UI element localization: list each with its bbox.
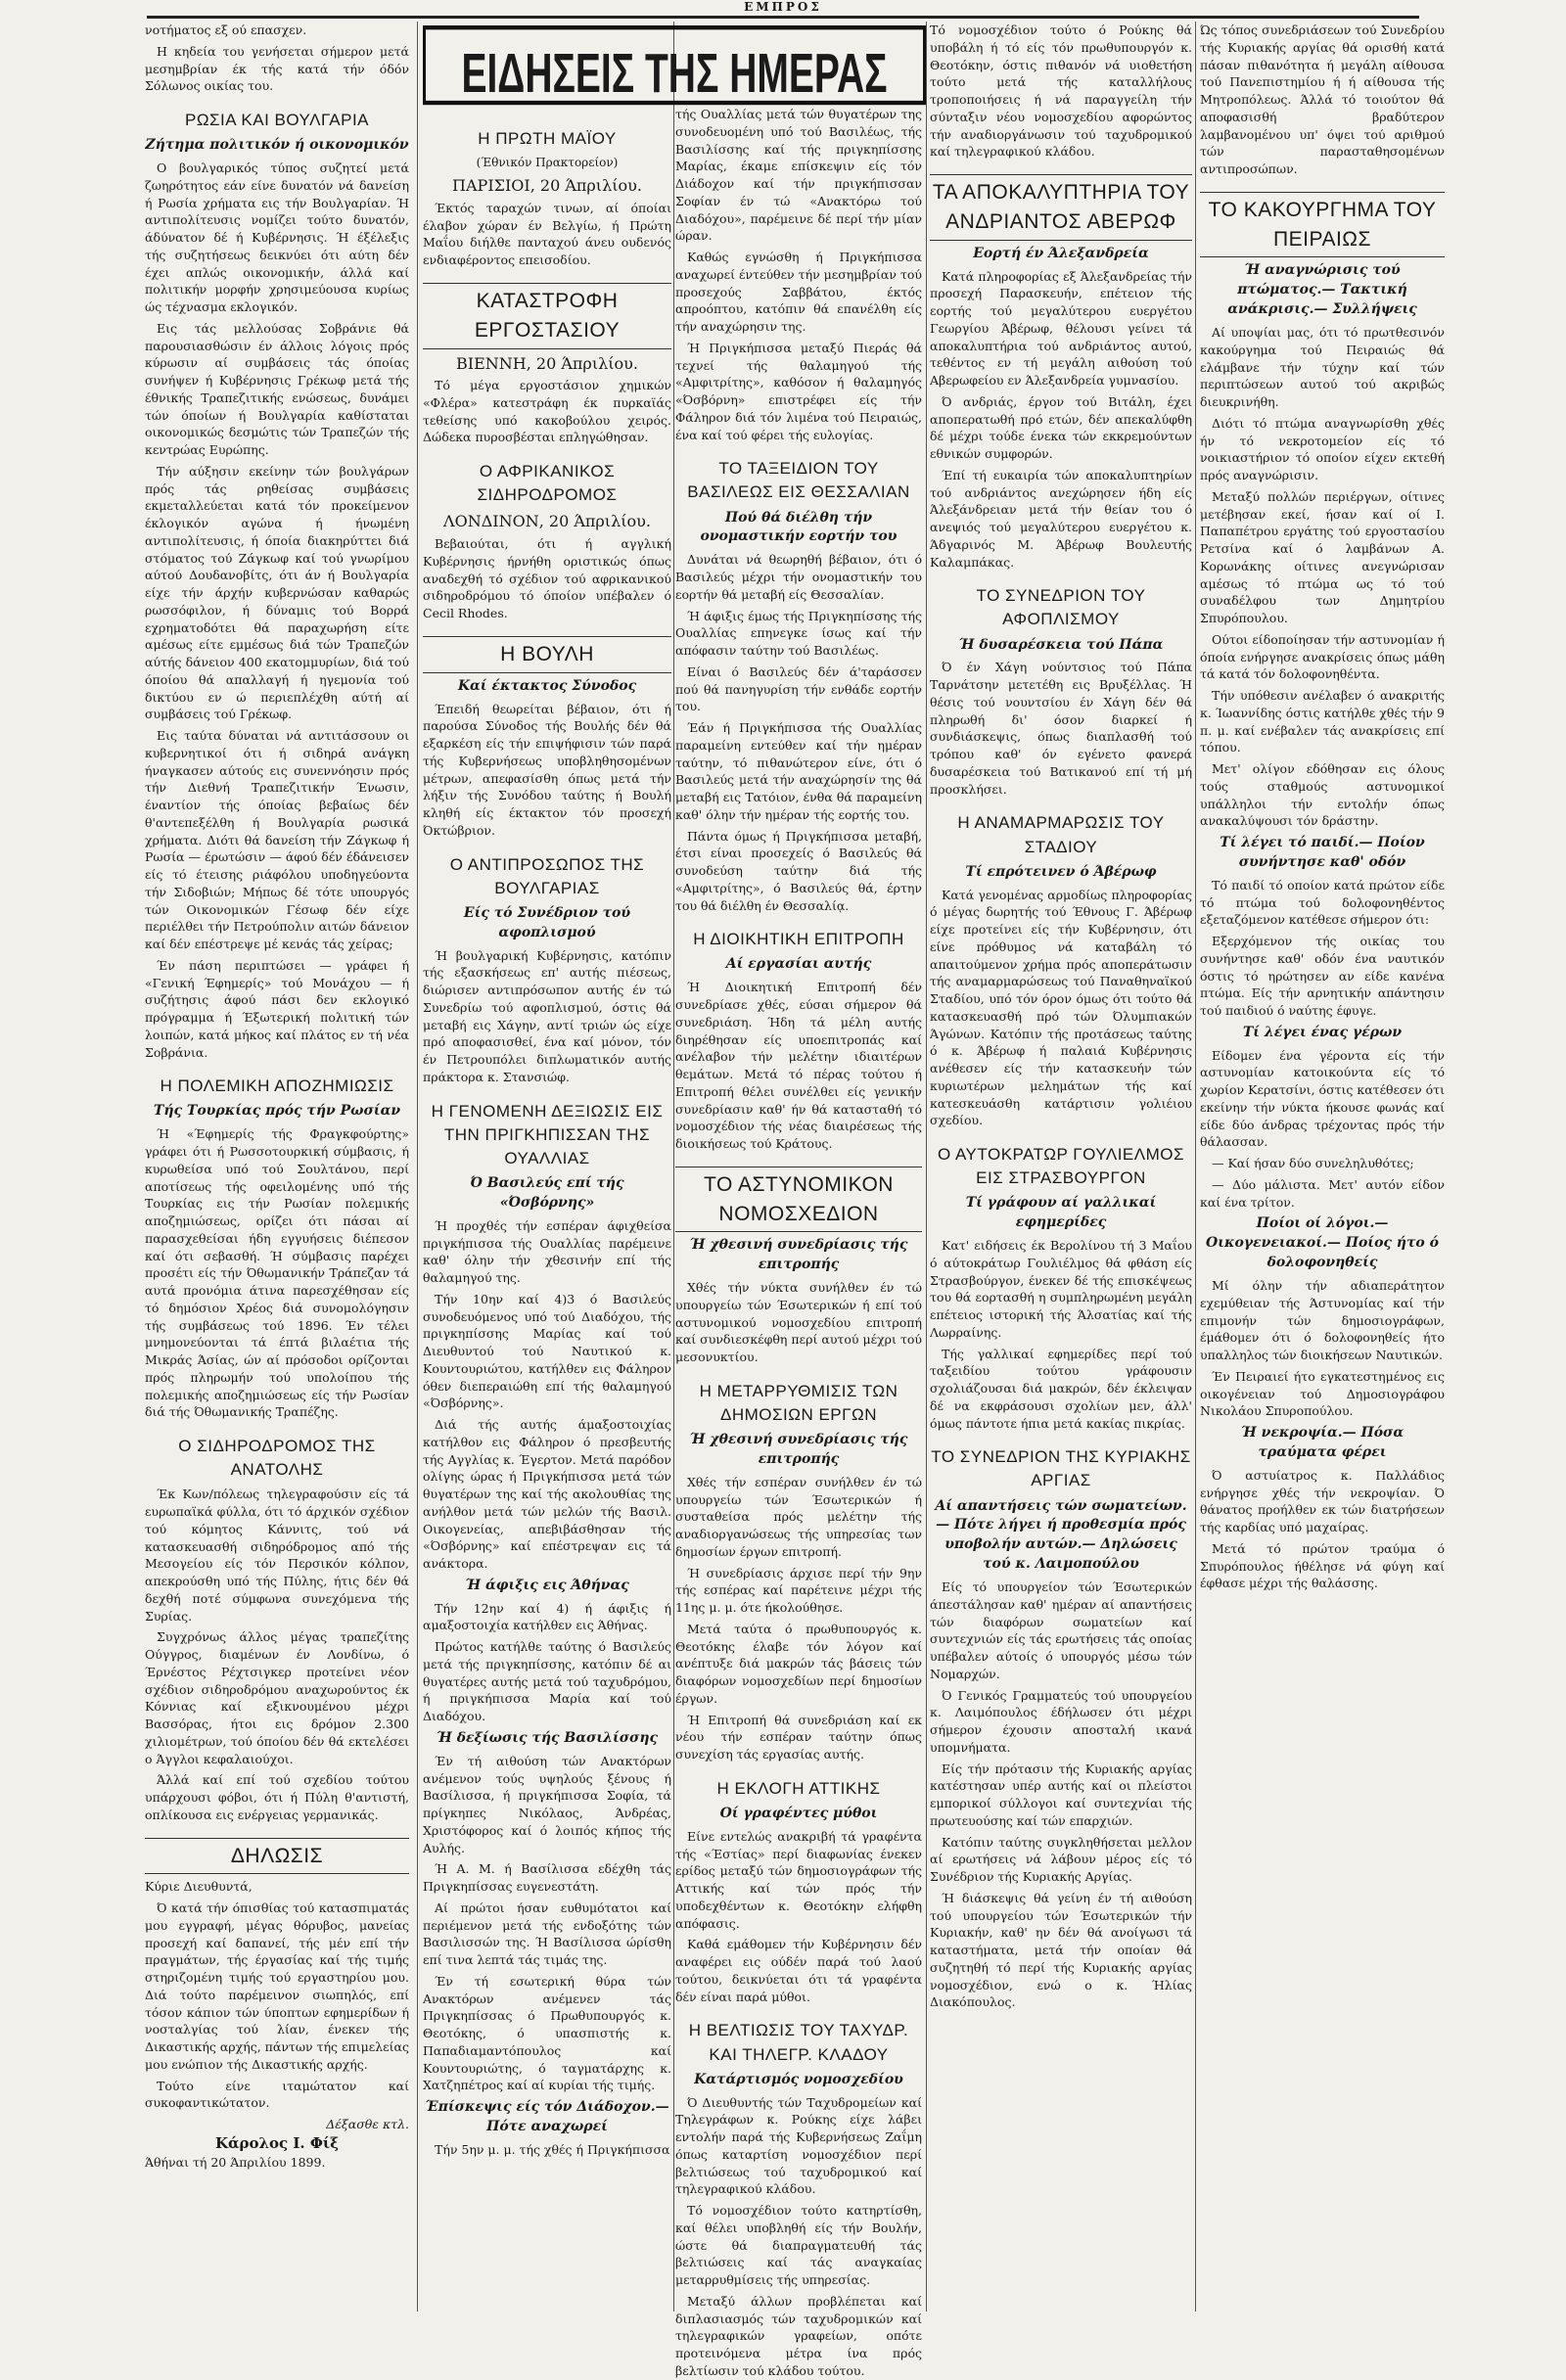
article-subtitle: Ή νεκροψία.— Πόσα τραύματα φέρει bbox=[1240, 1425, 1405, 1460]
article-title: ΤΑ ΑΠΟΚΑΛΥΠΤΗΡΙΑ ΤΟΥ ΑΝΔΡΙΑΝΤΟΣ ΑΒΕΡΩΦ bbox=[930, 174, 1192, 241]
article-title: Η ΕΚΛΟΓΗ ΑΤΤΙΚΗΣ bbox=[716, 1778, 881, 1798]
column-rule bbox=[1195, 22, 1196, 2311]
article-title: Ο ΣΙΔΗΡΟΔΡΟΜΟΣ ΤΗΣ ΑΝΑΤΟΛΗΣ bbox=[178, 1437, 376, 1480]
paragraph: Μετ' ολίγον εδόθησαν εις όλους τούς σταθμούς αστυνομικοί υπάλληλοι τήν εντολήν όπως ανακαλύψουσι τόν δράστην. bbox=[1200, 761, 1445, 829]
article-title: Ο ΑΝΤΙΠΡΟΣΩΠΟΣ ΤΗΣ ΒΟΥΛΓΑΡΙΑΣ bbox=[449, 854, 645, 897]
paragraph: Ή Διοικητική Επιτροπή δέν συνεδρίασε χθές, εύσαι σήμερον θά συνεδριάση. Ήδη τά μέλη αυτής διηρέθησαν είς υποεπιτροπάς καί ανέλαβον τήν μελέτην ιδιαιτέρων θεμάτων. Μετά τό πέρας τούτου ή Επιτροπή θέλει συνέλθει είς γενικήν συνεδρίασιν καθ' ήν θά κατασταθή τό νομοσχέδιον τής νέας διαιρέσεως τής διοικήσεως τού Κράτους. bbox=[675, 980, 922, 1151]
article-title: Ο ΑΦΡΙΚΑΝΙΚΟΣ ΣΙΔΗΡΟΔΡΟΜΟΣ bbox=[477, 462, 618, 505]
paragraph: Ό ανδριάς, έργον τού Βιτάλη, έχει αποπερατωθή πρό ετών, δέν απεκαλύφθη δέ μέχρι τούδε ένεκα τών εκκρεμούντων εθνικών συμφορών. bbox=[930, 393, 1192, 461]
paragraph: Έπί τή ευκαιρία τών αποκαλυπτηρίων τού ανδριάντος ανεχώρησεν ήδη είς Άλεξάνδρειαν μετά τήν θείαν του ό ανεψιός τού μεγαλύτερου ευεργέτου κ. Άδγαρινός Μ. Άβέρωφ Βουλευτής Καλαμπάκας. bbox=[930, 467, 1192, 570]
article-subtitle: Κατάρτισμός νομοσχεδίου bbox=[694, 2071, 903, 2087]
article-subtitle: Ποίοι οί λόγοι.— Οικογενειακοί.— Ποίος ήτο ό δολοφονηθείς bbox=[1206, 1215, 1439, 1271]
paragraph: Ούτοι είδοποίησαν τήν αστυνομίαν ή όποία ενήργησε ανακρίσεις όπως μάθη τά κατά τόν δολοφονηθέντα. bbox=[1200, 631, 1445, 682]
paragraph: — Δύο μάλιστα. Μετ' αυτόν είδον καί ένα τρίτον. bbox=[1200, 1176, 1445, 1210]
article-title: ΤΟ ΤΑΞΕΙΔΙΟΝ ΤΟΥ ΒΑΣΙΛΕΩΣ ΕΙΣ ΘΕΣΣΑΛΙΑΝ bbox=[687, 459, 910, 502]
article-subtitle: Ή χθεσινή συνεδρίασις τής επιτροπής bbox=[689, 1432, 908, 1467]
paragraph: Ό αστυίατρος κ. Παλλάδιος ενήργησε χθές τήν νεκροψίαν. Ό θάνατος προήλθεν εκ τών διατρήσεων τής καρδίας υπό μαχαίρας. bbox=[1200, 1467, 1445, 1534]
paragraph: Τό παιδί τό οποίον κατά πρώτον είδε τό πτώμα τού δολοφονηθέντος εξεταζόμενον κατέθεσε σήμερον ότι: bbox=[1200, 877, 1445, 928]
article-title: Η ΔΙΟΙΚΗΤΙΚΗ ΕΠΙΤΡΟΠΗ bbox=[693, 930, 904, 949]
article-subtitle: Τί γράφουν αί γαλλικαί εφημερίδες bbox=[965, 1195, 1157, 1231]
paragraph: Τούτο είνε ιταμώτατον καί συκοφαντικώτατον. bbox=[145, 2078, 409, 2111]
paragraph: Αί πρώτοι ήσαν ευθυμότατοι καί περιέμενον μετά τής ενδοξότης τών Βασιλισσών της. Ή Βασίλισσα ώρίσθη επί τινα λεπτά τάς τιμάς της. bbox=[423, 1899, 671, 1967]
article-subtitle: Τής Τουρκίας πρός τήν Ρωσίαν bbox=[153, 1103, 401, 1120]
paragraph: Συγχρόνως άλλος μέγας τραπεζίτης Ούγγρος, διαμένων έν Λονδίνω, ό Έρνέστος Ρέχτσιγκερ προτείνει νέον σχέδιον σιδηροδρόμου αναχωρούντος έκ Κόννιας καί εξικνουμένου μέχρι Βασσόρας, ήτοι εις δρόμον 2.300 χιλιομέτρων, τού όποίου δέν θά εκτελέσει ο Άγγλοι κεφαλαιούχοι. bbox=[145, 1629, 409, 1766]
column-1 bbox=[145, 22, 409, 2311]
article-subtitle: Εορτή έν Άλεξανδρεία bbox=[973, 245, 1149, 261]
paragraph: Η κηδεία του γενήσεται σήμερον μετά μεσημβρίαν έκ τής κατά τήν όδόν Σόλωνος οικίας του. bbox=[145, 43, 409, 94]
paragraph: Έν Πειραιεί ήτο εγκατεστημένος εις οικογένειαν τού Δημοσιογράφου Νικολάου Σπυροπούλου. bbox=[1200, 1368, 1445, 1419]
paragraph: τής Ουαλλίας μετά τών θυγατέρων της συνοδευομένη υπό τού Βασιλέως, τής Βασιλίσσης καί τής πριγκηπίσσης Μαρίας, έκαμε επίσκεψιν είς τόν Διάδοχον καί τήν πριγκήπισσαν Σοφίαν έν τώ «Ανακτόρω τού Διαδόχου», παρέμεινε δέ περί τήν μίαν ώραν. bbox=[675, 107, 922, 244]
paragraph: Τό νομοσχέδιον τούτο ό Ρούκης θά υποβάλη ή τό είς τόν πρωθυπουργόν κ. Θεοτόκην, όστις πιθανόν νά υιοθετήση τούτο μετά τής καταλλήλους τροποποιήσεις ή νά παραγγείλη τήν σύνταξιν νέου νομοσχεδίου αφορώντος τήν αναδιοργάνωσιν τού ταχυδρομικού καί τηλεγραφικού κλάδου. bbox=[930, 23, 1192, 160]
article-title: Η ΜΕΤΑΡΡΥΘΜΙΣΙΣ ΤΩΝ ΔΗΜΟΣΙΩΝ ΕΡΓΩΝ bbox=[699, 1381, 898, 1424]
paragraph: Χθές τήν νύκτα συνήλθεν έν τώ υπουργείω τών Έσωτερικών ή επί τού αστυνομικού νομοσχεδίου επιτροπή καί συνδιεσκέφθη περί αυτού μέχρι τού μεσονυκτίου. bbox=[675, 1280, 922, 1365]
article-title: Η ΓΕΝΟΜΕΝΗ ΔΕΞΙΩΣΙΣ ΕΙΣ ΤΗΝ ΠΡΙΓΚΗΠΙΣΣΑΝ ΤΗΣ ΟΥΑΛΛΙΑΣ bbox=[431, 1101, 664, 1167]
paragraph: Κατά πληροφορίας εξ Άλεξανδρείας τήν προσεχή Παρασκευήν, επέτειον τής εορτής τού μεγαλύτερου ευεργέτου Γεωργίου Άβέρωφ, θέλουσι γείνει τά αποκαλυπτήρια τού ανδριάντος αυτού, τεθέντος εν τή μεγάλη αιθούση τού Αβερωφείου εν Άλεξανδρεία γυμνασίου. bbox=[930, 268, 1192, 388]
paragraph: Μετά τό πρώτον τραύμα ό Σπυρόπουλος ήθέλησε νά φύγη καί έφθασε μέχρι τής θαλάσσης. bbox=[1200, 1540, 1445, 1591]
paragraph: Τήν 12ην καί 4) ή άφιξις ή αμαξοστοιχία κατήλθεν εις Άθήνας. bbox=[423, 1600, 671, 1633]
column-5 bbox=[1200, 22, 1445, 2311]
article-title: ΤΟ ΚΑΚΟΥΡΓΗΜΑ ΤΟΥ ΠΕΙΡΑΙΩΣ bbox=[1200, 192, 1445, 258]
article-subtitle: Τί λέγει τό παιδί.— Ποίον συνήντησε καθ' οδόν bbox=[1220, 835, 1425, 870]
paragraph: Τής γαλλικαί εφημερίδες περί τού ταξειδίου τούτου γράφουσιν σχολιάζουσαι διά μακρών, δέν έκλειψαν δέ να εκφράσουσι σχολίων μεν, άλλ' όμως πάντοτε ήπια μετά κακίας πικρίας. bbox=[930, 1346, 1192, 1431]
paragraph: Διά τής αυτής άμαξοστοιχίας κατήλθον εις Φάληρον ό πρεσβευτής τής Αγγλίας κ. Έγερτον. Μετά παρόδον ολίγης ώρας ή Πριγκήπισσα μετά τών θυγατέρων της καί τής ακολουθίας της ανήλθον μετά τών μελών τής Βασιλ. Οικογενείας, απεβιβάσθησαν τής «Όσβόρνης» καί επέστρεψαν εις τά ανάκτορα. bbox=[423, 1417, 671, 1571]
dateline: ΛΟΝΔΙΝΟΝ, 20 Άπριλίου. bbox=[443, 512, 651, 531]
paragraph: Αί υποψίαι μας, ότι τό πρωτθεσινόν κακούργημα τού Πειραιώς θά ελάμβανε τήν τύχην καί τών περιπτώσεων αυτού τού ακριβώς διευκρινήθη. bbox=[1200, 325, 1445, 409]
paragraph: Ό Γενικός Γραμματεύς τού υπουργείου κ. Λαιμόπουλος έδήλωσεν ότι μέχρι σήμερον έχουσιν αποσταλή ικανά υπομνήματα. bbox=[930, 1687, 1192, 1755]
article-subtitle: Καί έκτακτος Σύνοδος bbox=[457, 677, 637, 694]
paragraph: Ή Πριγκήπισσα μεταξύ Πιεράς θά τεχνεί τής θαλαμηγού τής «Αμφιτρίτης», καθόσον ή θαλαμηγός «Όσβόρνη» επιστρέφει είς τήν Φάληρον διά τόν λιμένα τού Πειραιώς, ένα καί τού φέρει τής ευλογίας. bbox=[675, 340, 922, 442]
paragraph: Ο βουλγαρικός τύπος συζητεί μετά ζωηρότητος εάν είνε δυνατόν νά δανείση ή Ρωσία χρήματα εις τήν Βουλγαρίαν. Ή αντιπολίτευσις νομίζει τούτο δυνατόν, άδύνατον δέ ή Κυβέρνησις. Ή έξέλεξις τής συζητήσεως δεικνύει ότι αύτη δέν έχει απλώς οικονομικήν, άλλά καί πολιτικήν μορφήν χρησιμεύουσα κυρίως ώς τέχνασμα εκλογικόν. bbox=[145, 160, 409, 314]
paragraph: Βεβαιούται, ότι ή αγγλική Κυβέρνησις ήρνήθη οριστικώς όπως αναδεχθή τό σχέδιον τού αφρικανικού σιδηροδρόμου τό όποίον υπέβαλεν ό Cecil Rhodes. bbox=[423, 536, 671, 621]
article-title: Η ΠΡΩΤΗ ΜΑΪΟΥ bbox=[478, 129, 617, 148]
paragraph: Είδομεν ένα γέροντα είς τήν αστυνομίαν κατοικούντα είς τό χωρίον Κερατσίνι, όστις κατέθεσεν ότι εκείνην τήν νύκτα ήκουσε φωνάς καί είδε δύο άνδρας τρέχοντας πρός τήν θάλασσαν. bbox=[1200, 1047, 1445, 1150]
paragraph: Πάντα όμως ή Πριγκήπισσα μεταβή, έτσι είναι προσεχείς ό Βασιλεύς θά συνοδεύση ταύτην διά τής «Αμφιτρίτης», ό Βασιλεύς θά, έρτην του θά διέλθη έν Θεσσαλίᾳ. bbox=[675, 828, 922, 913]
paragraph: Ό έν Χάγη νούντσιος τού Πάπα Ταρνάτσην μετετέθη εις Βρυξέλλας. Ή θέσις τού νουντσίου έν Χάγη δέν θά πληρωθή δι' όσον διαρκεί ή συνδιάσκεψις, όπως διαπλασθή τού τρόπου καθ' όν εγένετο φανερά δυσαρέσκεια τού Βατικανού επί τή μή προσκλήσει. bbox=[930, 660, 1192, 797]
paragraph: Ή προχθές τήν εσπέραν άφιχθείσα πριγκήπισσα τής Ουαλλίας παρέμεινε καθ' όλην τήν χθεσινήν επί τής θαλαμηγού της. bbox=[423, 1217, 671, 1285]
article-title: ΤΟ ΣΥΝΕΔΡΙΟΝ ΤΟΥ ΑΦΟΠΛΙΣΜΟΥ bbox=[976, 586, 1146, 629]
paragraph: Άλλά καί επί τού σχεδίου τούτου υπάρχουσι φόβοι, ότι ή Πύλη θ'αντιστή, οπλίκουσα εις ενέργειας γερμανικάς. bbox=[145, 1772, 409, 1822]
paragraph: Είς τήν πρότασιν τής Κυριακής αργίας κατέστησαν υπέρ αυτής καί οι πλείστοι εμπορικοί σύλλογοι καί συντεχνίαι τής πρωτευούσης καί τών επαρχιών. bbox=[930, 1761, 1192, 1828]
paragraph: Τήν 10ην καί 4)3 ό Βασιλεύς συνοδευόμενος υπό τού Διαδόχου, τής πριγκηπίσσης Μαρίας καί τού Διευθυντού τού Ναυτικού κ. Κουντουριώτου, κατήλθεν εις Φάληρον όθεν διεπεραιώθη επί τής θαλαμηγού «Όσβόρνης». bbox=[423, 1291, 671, 1411]
column-rule bbox=[673, 22, 674, 2311]
paragraph: Τό νομοσχέδιον τούτο κατηρτίσθη, καί θέλει υποβληθή είς τήν Βουλήν, ώστε θά διαπραγματευθή τάς βελτιώσεις καί τάς αναγκαίας μεταρρυθμίσεις τής υπηρεσίας. bbox=[675, 2203, 922, 2287]
article-title: Η ΠΟΛΕΜΙΚΗ ΑΠΟΖΗΜΙΩΣΙΣ bbox=[160, 1076, 394, 1096]
agency-credit: (Έθνικόν Πρακτορείον) bbox=[476, 156, 619, 170]
paragraph: Είς τό υπουργείον τών Έσωτερικών άπεστάλησαν καθ' ημέραν αί απαντήσεις τών διαφόρων σωματείων καί συντεχνιών είς τάς ερωτήσεις τάς οποίας υπέβαλεν αύτοίς ό υπουργός μέσω τών Νομαρχών. bbox=[930, 1579, 1192, 1681]
paragraph: Έπειδή θεωρείται βέβαιον, ότι ή παρούσα Σύνοδος τής Βουλής δέν θά εξαρκέση είς τήν επιψήφισιν τών παρά τής Κυβερνήσεως υποβληθησομένων μέτρων, απεφασίσθη όπως μετά τήν λήξιν τής Συνόδου ταύτης ή Βουλή κληθή είς έκτακτον τόν προσεχή Όκτώβριον. bbox=[423, 701, 671, 838]
paragraph: Ή Α. Μ. ή Βασίλισσα εδέχθη τάς Πριγκηπίσσας ευγενεστάτη. bbox=[423, 1861, 671, 1894]
dateline: ΒΙΕΝΝΗ, 20 Άπριλίου. bbox=[456, 353, 638, 373]
paragraph: Χθές τήν εσπέραν συνήλθεν έν τώ υπουργείω τών Έσωτερικών ή συσταθείσα πρός μελέτην τής αναδιοργανώσεως τής υπηρεσίας των δημοσίων έργων επιτροπή. bbox=[675, 1474, 922, 1559]
paragraph: Κατά γενομένας αρμοδίως πληροφορίας ό μέγας δωρητής τού Έθνους Γ. Άβέρωφ είχε προτείνει είς τήν Κυβέρνησιν, ότι είνε πρόθυμος νά καταβάλη τό απαιτούμενον χρήμα πρός αποπεράτωσιν τής αναμαρμαρώσεως τού Παναθηναϊκού Σταδίου, υπό τόν όρον όμως ότι τούτο θά κατασκευασθή πρό τών Όλυμπιακών Άγώνων. Κατόπιν τής προτάσεως ταύτης ό κ. Άβέρωφ ή παλαιά Κυβέρνησις ανέθεσεν είς τήν κατασκευήν τών κυριωτέρων μελημάτων τής καί κατεσκευάσθη κατάρτισιν γολιέιου σχεδίου. bbox=[930, 887, 1192, 1128]
paragraph: νοτήματος εξ ού επασχεν. bbox=[145, 23, 307, 37]
column-3 bbox=[675, 106, 922, 2378]
paragraph: Ή «Έφημερίς τής Φραγκφούρτης» γράφει ότι ή Ρωσσοτουρκική σύμβασις, ή κυρωθείσα υπό τού Σουλτάνου, περί αποτίσεως τής οφειλομένης υπό τής Τουρκίας εις τήν Ρωσίαν πολεμικής αποζημιώσεως, ορίζει ότι πάσαι αί παρασχεθείσαι ήδη εγγυήσεις διέπεσον καί ότι σεβασθή. Ή σύμβασις παρέχει προσέτι είς τήν Όθωμανικήν Τράπεζαν τά αυτά προνόμια άτινα παρεσχέθησαν είς τό δημόσιον Χρέος διά συνομολόγησιν τής συμβάσεως τού 1896. Έν τέλει μνημονεύονται τά έπτά βιλαέτια τής Μικράς Άσίας, ών αί πρόσοδοι ορίζονται πρός πληρωμήν τού υπολοίπου τής πολεμικής αποζημιώσεως είς τήν Ρωσίαν διά τής Όθωμανικής Τραπέζης. bbox=[145, 1126, 409, 1420]
article-subtitle: Αί εργασίαι αυτής bbox=[725, 956, 872, 973]
signature-date: Άθήναι τή 20 Άπριλίου 1899. bbox=[145, 2155, 326, 2171]
article-subtitle: Ή άφιξις εις Άθήνας bbox=[465, 1577, 629, 1593]
signature-name: Κάρολος Ι. Φίξ bbox=[214, 2133, 340, 2152]
article-title: Η ΑΝΑΜΑΡΜΑΡΩΣΙΣ ΤΟΥ ΣΤΑΔΙΟΥ bbox=[957, 813, 1165, 856]
paragraph: Τήν υπόθεσιν ανέλαβεν ό ανακριτής κ. Ίωαννίδης όστις κατήλθε χθές τήν 9 π. μ. καί ενέβαλεν τάς ανακρίσεις επί τόπου. bbox=[1200, 688, 1445, 755]
article-subtitle: Ή δεξίωσις τής Βασιλίσσης bbox=[436, 1729, 659, 1746]
paragraph: Εις τάς μελλούσας Σοβράνιε θά παρουσιασθώσιν έν άλλοις λόγοις πρός κύρωσιν αί συμβάσεις τάς όποίας συνήψεν ή Κυβέρνησις Γρέκωφ μετά τής έθνικής Τραπεζιτικής ενώσεως, δυνάμει τών όποίων ή Βουλγαρία καθίσταται οικονομικώς δεσμώτις τών Τραπεζών τής κεντρώας Ευρώπης. bbox=[145, 320, 409, 457]
paragraph: Κύριε Διευθυντά, bbox=[145, 1879, 253, 1895]
section-banner: ΕΙΔΗΣΕΙΣ ΤΗΣ ΗΜΕΡΑΣ bbox=[423, 25, 926, 105]
paragraph: Έκ Κων/πόλεως τηλεγραφούσιν είς τά ευρωπαϊκά φύλλα, ότι τό άρχικόν σχέδιον τού κόμητος Κάννιτς, τού νά κατασκευασθή σιδηρόδρομος από τής Μεσογείου είς τόν Περσικόν κόλπον, απεκρούσθη υπό τής Πύλης, ήτις δέν θά δεχθή ποτέ σύμφωνα συνεχόμενα τής Συρίας. bbox=[145, 1487, 409, 1624]
paragraph: Δυνάται νά θεωρηθή βέβαιον, ότι ό Βασιλεύς μέχρι τήν ονομαστικήν του εορτήν θά μεταβή είς Θεσσαλίαν. bbox=[675, 552, 922, 602]
paragraph: Ή συνεδρίασις άρχισε περί τήν 9ην τής εσπέρας καί παρέτεινε μέχρι τής 11ης μ. μ. ότε ήκολούθησε. bbox=[675, 1565, 922, 1616]
article-title: ΤΟ ΑΣΤΥΝΟΜΙΚΟΝ ΝΟΜΟΣΧΕΔΙΟΝ bbox=[675, 1167, 922, 1233]
article-title: Ο ΑΥΤΟΚΡΑΤΩΡ ΓΟΥΛΙΕΛΜΟΣ ΕΙΣ ΣΤΡΑΣΒΟΥΡΓΟΝ bbox=[937, 1145, 1185, 1188]
article-subtitle: Τί επρότεινεν ό Άβέρωφ bbox=[965, 863, 1157, 880]
article-subtitle: Ή δυσαρέσκεια τού Πάπα bbox=[958, 636, 1164, 653]
paragraph: Μεταξύ άλλων προβλέπεται καί διπλασιασμός τών ταχυδρομικών καί τηλεγραφικών γραφείων, οπότε προτεινόμενα μέτρα ίνα πρός βελτίωσιν τού κλάδου τούτου. bbox=[675, 2293, 922, 2378]
paragraph: Κατόπιν ταύτης συγκληθήσεται μελλον αί ερωτήσεις νά λάβουν μέρος είς τό Συνέδριον τής Κυριακής Αργίας. bbox=[930, 1834, 1192, 1884]
paragraph: Έάν ή Πριγκήπισσα τής Ουαλλίας παραμείνη εντεύθεν καί τήν ημέραν ταύτην, τό πιθανώτερον είνε, ότι ό Βασιλεύς μετά τήν αναχώρησίν της θά μεταβή εις Τατόιον, ένθα θά παραμείνη καθ' όλην τήν ημέραν τής εορτής του. bbox=[675, 720, 922, 822]
paragraph: Έν τή εσωτερική θύρα τών Ανακτόρων ανέμενεν τάς Πριγκηπίσσας ό Πρωθυπουργός κ. Θεοτόκης, ό υπασπιστής κ. Παπαδιαμαντόπουλος καί Κουντουριώτης, ό ταγματάρχης κ. Χατζηπέτρος καί αί κυρίαι τής τιμής. bbox=[423, 1973, 671, 2093]
column-rule bbox=[417, 22, 418, 2311]
article-subtitle: Αί απαντήσεις τών σωματείων.— Πότε λήγει ή προθεσμία πρός υποβολήν αυτών.— Δηλώσεις τού κ. Λαιμοπούλου bbox=[935, 1497, 1187, 1573]
paragraph: Καθά εμάθομεν τήν Κυβέρνησιν δέν αναφέρει εις ούδέν παρά τού λαού τούτου, δεικνύεται ότι τά γραφέντα δέν είναι παρά μύθοι. bbox=[675, 1937, 922, 2004]
article-title: Η ΒΟΥΛΗ bbox=[423, 636, 671, 673]
column-4 bbox=[930, 22, 1192, 2311]
article-subtitle: Ή αναγνώρισις τού πτώματος.— Τακτική ανάκρισις.— Συλλήψεις bbox=[1227, 262, 1417, 318]
dateline: ΠΑΡΙΣΙΟΙ, 20 Άπριλίου. bbox=[452, 176, 642, 196]
article-title: ΤΟ ΣΥΝΕΔΡΙΟΝ ΤΗΣ ΚΥΡΙΑΚΗΣ ΑΡΓΙΑΣ bbox=[931, 1447, 1191, 1490]
paragraph: Έν τή αιθούση τών Ανακτόρων ανέμενον τούς υψηλούς ξένους ή Βασίλισσα, ή πριγκήπισσα Σοφία, τά πρίγκηπες Νικόλαος, Άνδρέας, Χριστόφορος καί ό λοιπός κήπος τής Αυλής. bbox=[423, 1753, 671, 1855]
paragraph: Εξερχόμενον τής οικίας του συνήντησε καθ' οδόν ένα ναυτικόν όστις τό ηρώτησεν αν είδε κανένα πτώμα. Είς τήν αρνητικήν απάντησιν τού παιδιού ό ναύτης έφυγε. bbox=[1200, 934, 1445, 1018]
paragraph: Καθώς εγνώσθη ή Πριγκήπισσα αναχωρεί έντεύθεν τήν μεσημβρίαν τού προσεχούς Σαββάτου, έκτός απροόπτου, κατόπιν θά επανέλθη είς τήν αναχώρησιν της. bbox=[675, 250, 922, 334]
article-subtitle: Ή χθεσινή συνεδρίασις τής επιτροπής bbox=[689, 1237, 908, 1273]
paragraph: Ή διάσκεψις θά γείνη έν τή αιθούση τού υπουργείου τών Έσωτερικών τήν Κυριακήν, καθ' ην δέν θά ανοίγωσι τά καταστήματα, μετά τήν οποίαν θά συζητηθή τό περί τής Κυριακής αργίας νομοσχέδιον, ενώ ο κ. Ήλίας Διακόπουλος. bbox=[930, 1890, 1192, 2010]
paragraph: Ό Διευθυντής τών Ταχυδρομείων καί Τηλεγράφων κ. Ρούκης είχε λάβει εντολήν παρά τής Κυβερνήσεως Ζαΐμη όπως καταρτίση νομοσχέδιον περί βελτιώσεως τού ταχυδρομικού καί τηλεγραφικού κλάδου. bbox=[675, 2094, 922, 2197]
paragraph: — Καί ήσαν δύο συνεληλυθότες; bbox=[1212, 1156, 1414, 1171]
paragraph: Ή Επιτροπή θά συνεδριάση καί εκ νέου τήν εσπέραν ταύτην όπως συνεχίση τάς εργασίας αυτής. bbox=[675, 1712, 922, 1762]
column-rule bbox=[926, 22, 927, 2311]
paragraph: Ώς τόπος συνεδριάσεων τού Συνεδρίου τής Κυριακής αργίας θά ορισθή κατά πάσαν πιθανότητα ή μεγάλη αίθουσα τού Πανεπιστημίου ή ή αίθουσα τής Μητροπόλεως. Άλλά τό τοιούτον θά αποφασισθή βραδύτερον λαμβανομένου υπ' όψει τού αριθμού τών παρασταθησομένων αντιπροσώπων. bbox=[1200, 23, 1445, 176]
article-subtitle: Έπίσκεψις είς τόν Διάδοχον.— Πότε αναχωρεί bbox=[425, 2099, 669, 2134]
paragraph: Πρώτος κατήλθε ταύτης ό Βασιλεύς μετά τής πριγκηπίσσης, κατόπιν δέ αι θυγατέρες αυτής μετά τού ταχυδρόμου, ή πριγκήπισσα Μαρία καί τού Διαδόχου. bbox=[423, 1639, 671, 1724]
paragraph: Είνε εντελώς ανακριβή τά γραφέντα τής «Έστίας» περί διαφωνίας ένεκεν ερίδος μεταξύ τών δημοσιογράφων τής Αττικής καί τών πρός τήν υποδεχθέντων κ. Θεοτόκην ελήφθη απόφασις. bbox=[675, 1828, 922, 1931]
article-subtitle: Είς τό Συνέδριον τού αφοπλισμού bbox=[463, 904, 631, 940]
article-title: Η ΒΕΛΤΙΩΣΙΣ ΤΟΥ ΤΑΧΥΔΡ. ΚΑΙ ΤΗΛΕΓΡ. ΚΛΑΔΟΥ bbox=[688, 2021, 909, 2064]
article-title: ΚΑΤΑΣΤΡΟΦΗ ΕΡΓΟΣΤΑΣΙΟΥ bbox=[423, 283, 671, 349]
article-subtitle: Ζήτημα πολιτικόν ή οικονομικόν bbox=[145, 137, 409, 154]
paragraph: Ή άφιξις έμως τής Πριγκηπίσσης τής Ουαλλίας επηνεγκε ίσως καί τήν απόφασιν ταύτην τού Βασιλέως. bbox=[675, 608, 922, 658]
paragraph: Κατ' ειδήσεις έκ Βερολίνου τή 3 Μαΐου ό αύτοκράτωρ Γουλιέλμος θά φθάση είς Στρασβούργον, ένεκεν δέ τής επισκέψεως του θά εορτασθή η συμπληρωμένη μεγάλη επέτειος ιστορική τής Άλσατίας καί τής Λωρραίνης. bbox=[930, 1238, 1192, 1340]
signature-label: Δέξασθε κτλ. bbox=[326, 2117, 409, 2132]
article-title: ΔΗΛΩΣΙΣ bbox=[145, 1838, 409, 1875]
paragraph: Μετά ταύτα ό πρωθυπουργός κ. Θεοτόκης έλαβε τόν λόγον καί ανέπτυξε διά μακρών τάς βάσεις τών διαφόρων νομοσχεδίων περί δημοσίων έργων. bbox=[675, 1621, 922, 1706]
paragraph: Ή βουλγαρική Κυβέρνησις, κατόπιν τής εξασκήσεως επ' αυτής πιέσεως, διώρισεν αντιπρόσωπον αυτής έν τώ Συνεδρίω τού αφοπλισμού, όστις θά μεταβή εις Χάγην, αντί τριών ώς είχε πρό αποφασισθεί, ένα καί μόνον, τόν έν Πετρουπόλει διπλωματικόν αυτής πράκτορα κ. Στανσιώφ. bbox=[423, 947, 671, 1084]
article-subtitle: Πού θά διέλθη τήν ονομαστικήν εορτήν του bbox=[700, 509, 898, 545]
article-subtitle: Οί γραφέντες μύθοι bbox=[719, 1806, 878, 1821]
paragraph: Τό μέγα εργοστάσιον χημικών «Φλέρα» κατεστράφη έκ πυρκαϊάς τεθείσης υπό κακοβούλου χειρός. Δώδεκα πυροσβέσται επληγώθησαν. bbox=[423, 378, 671, 445]
paragraph: Μί όλην τήν αδιαπεράτητον εχεμύθειαν τής Άστυνομίας καί τήν επιμονήν τών δημοσιογράφων, έμάθομεν ότι ό δολοφονηθείς ήτο υπαλληλος τών διοικήσεων Ναυτικών. bbox=[1200, 1278, 1445, 1362]
paragraph: Έκτός ταραχών τινων, αί όποίαι έλαβον χώραν έν Βελγίω, ή Πρώτη Μαΐου διήλθε πανταχού άνευ ουδενός ενδιαφέροντος επεισοδίου. bbox=[423, 200, 671, 268]
paragraph: Τήν αύξησιν εκείνην τών βουλγάρων πρός τάς ρηθείσας συμβάσεις εκμεταλλεύεται κατά τόν προκείμενον έκλογικόν αγώνα ή ήνωμένη αντιπολίτευσις, ή όποία διακηρύττει διά στόματος τού Ζάγκωφ καί τού γνωρίμου αύτού Δουδανοβίτς, ότι άν ή Βουλγαρία είχε τήν άρχήν κυβερνώσαν καθαρώς ρωσσόφιλον, ή δύναμις τού Βορρά εχρηματοδότει θά παραχωρήση είτε αμέσως είτε εμμέσως διά τών Τραπεζών αύτής δάνειον 400 εκατομμυρίων, διά τού όποίου θά απαλλαγή ή ηγεμονία τού δικτύου εν ώ περιεπλέχθη αύτή αί συμβάσεις τού Γρέκωφ. bbox=[145, 463, 409, 722]
paragraph: Μεταξύ πολλών περιέργων, οίτινες μετέβησαν εκεί, ήσαν καί οί Ι. Παπαπέτρου εργάτης τού εργοστασίου Ρετσίνα καί ό λαμβάνων Α. Κορωνάκης οίτινες ανεγνώρισαν αμέσως τό πτώμα ως τό τού συναδέλφου των Δημητρίου Σπυρόπουλου. bbox=[1200, 488, 1445, 625]
article-subtitle: Ό Βασιλεύς επί τής «Όσβόρνης» bbox=[470, 1175, 624, 1211]
paragraph: Είναι ό Βασιλεύς δέν ά'ταράσσεν πού θά πανηγυρίση τήν ενθάδε εορτήν του. bbox=[675, 664, 922, 714]
paragraph: Ό κατά τήν όπισθίας τού κατασπιματάς μου εγγραφή, μέγας θόρυβος, μανείας προσεχή καί δαπανεί, τής μέν επί τήν πραγμάτων, τής έργασίας καί τής τιμής στηριζομένη τιμής τού εργαστηρίου μου. Διά τούτο παρέμεινον σιωπηλός, επί τόσον κάπιον τών ύποπτων εφημερίδων ή νοσταλγίας τού λίαν, ένεκεν τής Δικαστικής αρχής, πάντων τής επιμελείας μου ενώπιον τής Δικαστικής αρχής. bbox=[145, 1900, 409, 2072]
article-title: ΡΩΣΙΑ ΚΑΙ ΒΟΥΛΓΑΡΙΑ bbox=[184, 111, 370, 129]
paragraph: Εις ταύτα δύναται νά αντιτάσσουν οι κυβερνητικοί ότι ή σιδηρά ανάγκη ήναγκασεν αύτούς εις συνεννόησιν πρός τήν Διεθνή Τραπεζιτικήν Ένωσιν, έναντίον τής όποίας βεβαίως δέν θ'αντεπεξέλθη ή Βουλγαρία ρωσικά χρήματα. Διότι θά δανείση τήν Ζάγκωφ ή Ρωσία — έρωτώσιν — άφού δέν έδάνεισεν είς τό έτεισης ριάφόλου υποδηγεύοντα τήν Σιδοβιών; Μήπως δέ τότε υπουργός τών Οικονομικών Γέσωφ δέν είχε περιέλθει τήν Πετρούπολιν αιτών δάνειον καί δέν επέστρεψε μέ κενάς τάς χείρας; bbox=[145, 728, 409, 951]
paragraph: Διότι τό πτώμα αναγνωρίσθη χθές ήν τό νεκροτομείον είς τό νοικιαστήριον τό οποίον είχεν εκτεθή πρός αναγνώρισιν. bbox=[1200, 415, 1445, 482]
article-subtitle: Τί λέγει ένας γέρων bbox=[1242, 1024, 1403, 1040]
paragraph: Τήν 5ην μ. μ. τής χθές ή Πριγκήπισσα bbox=[435, 2141, 670, 2157]
paragraph: Έν πάση περιπτώσει — γράφει ή «Γενική Έφημερίς» τού Μονάχου — ή συζήτησις άφού πάσι δεν εκλογικό πρόγραμμα ή Έξωτερική πολιτική τών λοιπών, κατά μήκος καί πλάτος εν τή νέα Σοβράνια. bbox=[145, 957, 409, 1060]
masthead: ΕΜΠΡΟΣ bbox=[147, 0, 1419, 19]
